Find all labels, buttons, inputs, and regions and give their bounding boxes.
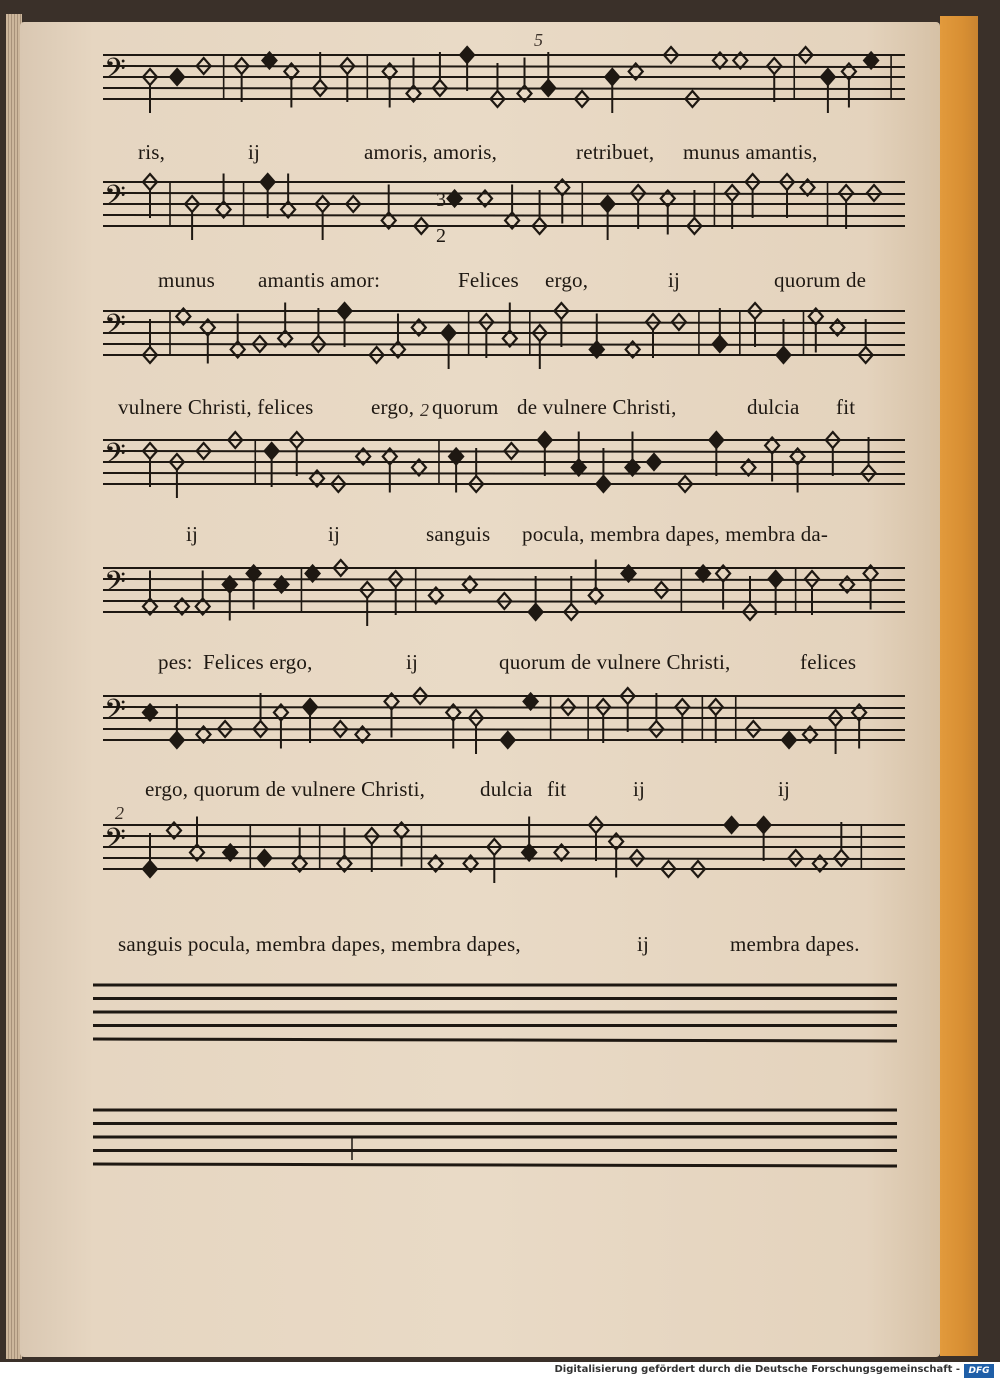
dfg-logo: DFG <box>964 1364 994 1378</box>
lyric-line-3-4: de vulnere Christi, <box>517 395 677 419</box>
note-6 <box>170 732 184 748</box>
staff-7 <box>103 822 905 869</box>
lyric-line-6-2: dulcia <box>480 777 533 801</box>
note-7 <box>757 817 771 833</box>
note-4 <box>596 476 610 492</box>
lyric-line-6-3: fit <box>547 777 567 801</box>
lyric-line-4-2: ij <box>328 522 341 546</box>
lyric-line-5-4: quorum de vulnere Christi, <box>499 650 731 674</box>
lyric-line-1-1: ris, <box>138 140 166 164</box>
lyric-line-4-4: pocula, membra dapes, membra da- <box>522 522 829 546</box>
empty-staff-1-line <box>93 1039 897 1041</box>
lyric-line-6-4: ij <box>633 777 646 801</box>
lyric-line-5-5: felices <box>800 650 857 674</box>
note-7 <box>725 817 739 833</box>
note-7 <box>257 850 271 866</box>
lyric-line-3-2: ergo, <box>371 395 415 419</box>
lyric-line-5-2: Felices ergo, <box>203 650 313 674</box>
lyric-line-5-3: ij <box>406 650 419 674</box>
note-5 <box>529 604 543 620</box>
f-clef-1: 𝄢 <box>104 52 126 93</box>
note-3 <box>776 347 790 363</box>
lyric-line-1-4: retribuet, <box>576 140 655 164</box>
margin-number-5: 5 <box>534 30 543 50</box>
lyric-line-3-1: vulnere Christi, felices <box>118 395 314 419</box>
note-1 <box>605 69 619 85</box>
f-clef-7: 𝄢 <box>104 822 126 863</box>
note-2 <box>261 174 275 190</box>
f-clef-6: 𝄢 <box>104 693 126 734</box>
margin-number-2-b: 2 <box>115 803 124 823</box>
staff-5 <box>103 565 905 612</box>
note-2 <box>601 196 615 212</box>
note-6 <box>782 732 796 748</box>
footer-credit: Digitalisierung gefördert durch die Deutsche Forschungsgemeinschaft - <box>554 1364 960 1375</box>
lyric-line-6-5: ij <box>778 777 791 801</box>
empty-staff-2-line <box>93 1164 897 1166</box>
note-1 <box>541 80 555 96</box>
lyric-line-1-3: amoris, amoris, <box>364 140 498 164</box>
note-3 <box>442 325 456 341</box>
digitization-footer <box>0 1362 1000 1381</box>
lyric-line-3-5: dulcia <box>747 395 800 419</box>
lyric-line-4-1: ij <box>186 522 199 546</box>
lyric-line-2-6: quorum de <box>774 268 867 292</box>
lyric-line-5-1: pes: <box>158 650 193 674</box>
note-7 <box>143 861 157 877</box>
lyric-line-3-3: quorum <box>432 395 499 419</box>
f-clef-2: 𝄢 <box>104 179 126 220</box>
time-signature-top: 3 <box>436 189 446 211</box>
note-3 <box>338 303 352 319</box>
lyric-line-7-2: ij <box>637 932 650 956</box>
note-6 <box>501 732 515 748</box>
staff-4 <box>103 437 905 484</box>
note-1 <box>170 69 184 85</box>
note-4 <box>265 443 279 459</box>
note-3 <box>713 336 727 352</box>
note-4 <box>709 432 723 448</box>
f-clef-5: 𝄢 <box>104 565 126 606</box>
time-signature-bottom: 2 <box>436 225 446 247</box>
note-4 <box>647 454 661 470</box>
lyric-line-2-2: amantis amor: <box>258 268 381 292</box>
note-4 <box>538 432 552 448</box>
margin-number-2-a: 2 <box>420 400 429 420</box>
f-clef-3: 𝄢 <box>104 308 126 349</box>
note-1 <box>821 69 835 85</box>
note-6 <box>303 699 317 715</box>
f-clef-4: 𝄢 <box>104 437 126 478</box>
note-1 <box>460 47 474 63</box>
lyric-line-1-5: munus amantis, <box>683 140 818 164</box>
lyric-line-1-2: ij <box>248 140 261 164</box>
note-5 <box>769 571 783 587</box>
lyric-line-2-3: Felices <box>458 268 519 292</box>
lyric-line-6-1: ergo, quorum de vulnere Christi, <box>145 777 426 801</box>
lyric-line-2-1: munus <box>158 268 216 292</box>
lyric-line-2-5: ij <box>668 268 681 292</box>
lyric-line-7-3: membra dapes. <box>730 932 860 956</box>
lyric-line-2-4: ergo, <box>545 268 589 292</box>
lyric-line-3-6: fit <box>836 395 856 419</box>
lyric-line-7-1: sanguis pocula, membra dapes, membra dapes, <box>118 932 521 956</box>
lyric-line-4-3: sanguis <box>426 522 491 546</box>
